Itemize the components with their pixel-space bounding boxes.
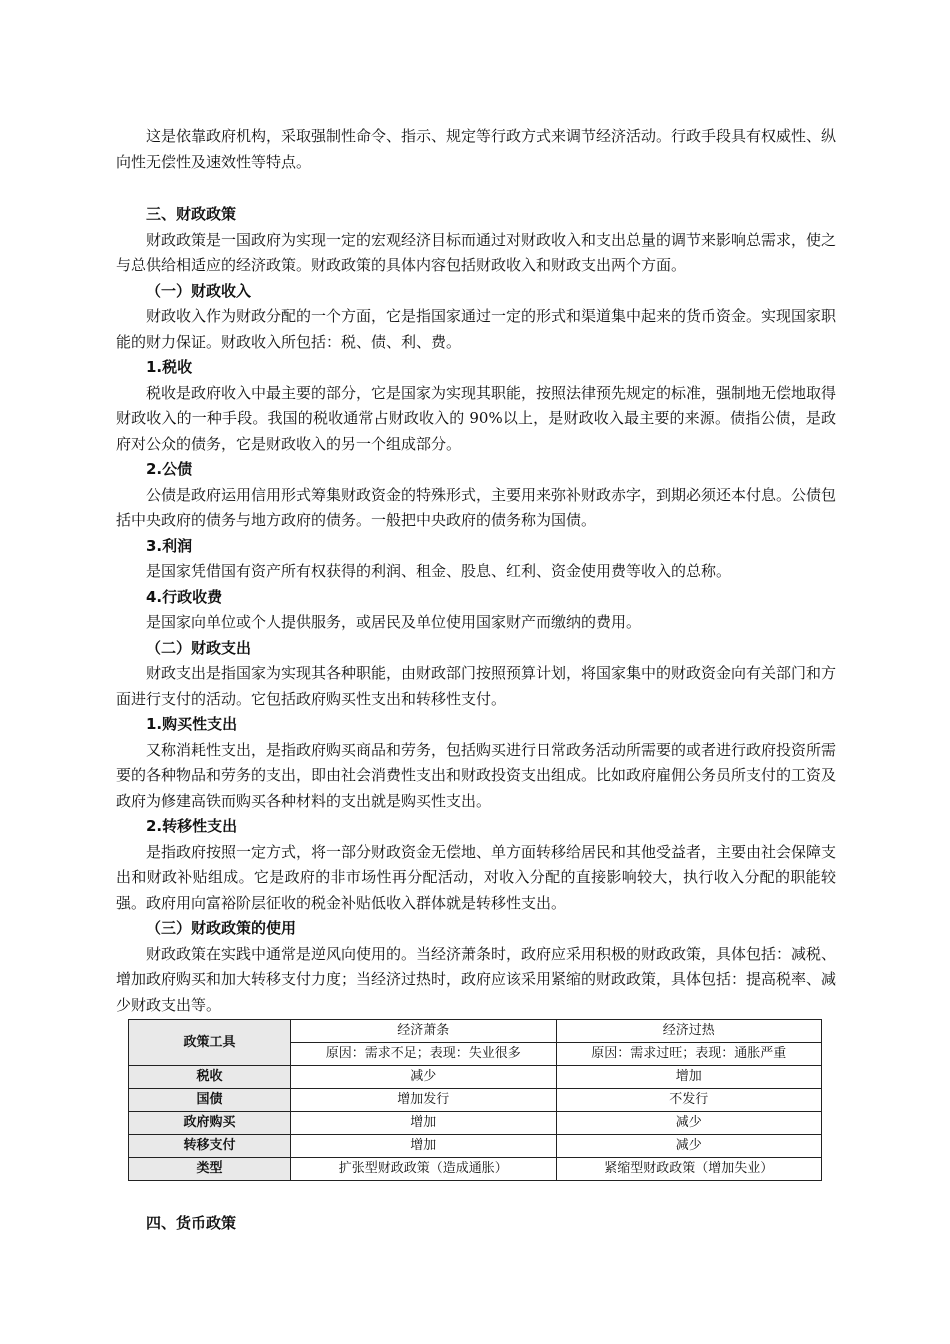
item-heading: 1.税收 [146, 358, 193, 376]
table-header-recession: 经济萧条 [291, 1020, 556, 1043]
fiscal-policy-table [128, 1019, 822, 1181]
cell-recession: 增加发行 [291, 1089, 556, 1112]
table-row [129, 1112, 822, 1135]
cell-recession: 增加 [291, 1112, 556, 1135]
paragraph: 财政政策是一国政府为实现一定的宏观经济目标而通过对财政收入和支出总量的调节来影响总需求，使之与总供给相适应的经济政策。财政政策的具体内容包括财政收入和财政支出两个方面。 [116, 230, 837, 274]
paragraph: 财政政策在实践中通常是逆风向使用的。当经济萧条时，政府应采用积极的财政政策，具体包括：减税、增加政府购买和加大转移支付力度；当经济过热时，政府应该采用紧缩的财政政策，具体包括：提高税率、减少财政支出等。 [116, 944, 837, 1014]
cell-overheating: 增加 [556, 1066, 821, 1089]
table-note-recession: 原因：需求不足；表现：失业很多 [291, 1043, 556, 1066]
row-label: 国债 [129, 1089, 291, 1112]
item-heading: 3.利润 [146, 536, 193, 555]
subsection-heading: （三）财政政策的使用 [146, 919, 297, 937]
cell-overheating: 不发行 [556, 1089, 821, 1112]
cell-overheating: 减少 [556, 1135, 821, 1158]
row-label: 转移支付 [129, 1135, 291, 1158]
cell-recession: 增加 [291, 1135, 556, 1158]
table-row [129, 1066, 822, 1089]
paragraph: 财政支出是指国家为实现其各种职能，由财政部门按照预算计划，将国家集中的财政资金向有关部门和方面进行支付的活动。它包括政府购买性支出和转移性支付。 [116, 664, 837, 708]
row-label: 类型 [129, 1158, 291, 1181]
paragraph: 是国家向单位或个人提供服务，或居民及单位使用国家财产而缴纳的费用。 [146, 613, 642, 631]
table-note-overheating: 原因：需求过旺；表现：通胀严重 [556, 1043, 821, 1066]
paragraph: 又称消耗性支出，是指政府购买商品和劳务，包括购买进行日常政务活动所需要的或者进行政府投资所需要的各种物品和劳务的支出，即由社会消费性支出和财政投资支出组成。比如政府雇佣公务员所支付的工资及政府为修建高铁而购买各种材料的支出就是购买性支出。 [116, 740, 837, 810]
paragraph: 是国家凭借国有资产所有权获得的利润、租金、股息、红利、资金使用费等收入的总称。 [146, 562, 732, 580]
paragraph: 是指政府按照一定方式，将一部分财政资金无偿地、单方面转移给居民和其他受益者，主要由社会保障支出和财政补贴组成。它是政府的非市场性再分配活动，对收入分配的直接影响较大，执行收入分配的职能较强。政府用向富裕阶层征收的税金补贴低收入群体就是转移性支出。 [116, 842, 837, 912]
document-body [116, 124, 836, 1237]
cell-recession: 减少 [291, 1066, 556, 1089]
item-heading: 2.公债 [146, 460, 193, 478]
paragraph: 公债是政府运用信用形式筹集财政资金的特殊形式，主要用来弥补财政赤字，到期必须还本付息。公债包括中央政府的债务与地方政府的债务。一般把中央政府的债务称为国债。 [116, 485, 837, 529]
table-row [129, 1089, 822, 1112]
paragraph: 这是依靠政府机构，采取强制性命令、指示、规定等行政方式来调节经济活动。行政手段具有权威性、纵向性无偿性及速效性等特点。 [116, 127, 837, 171]
table-header-policy-tool: 政策工具 [129, 1020, 291, 1066]
table-row [129, 1135, 822, 1158]
row-label: 税收 [129, 1066, 291, 1089]
item-heading: 2.转移性支出 [146, 817, 238, 835]
table-row [129, 1158, 822, 1181]
item-heading: 1.购买性支出 [146, 715, 238, 733]
section-heading: 三、财政政策 [146, 205, 237, 223]
cell-recession: 扩张型财政政策（造成通胀） [291, 1158, 556, 1181]
table-header-overheating: 经济过热 [556, 1020, 821, 1043]
section-heading: 四、货币政策 [146, 1214, 237, 1232]
paragraph: 税收是政府收入中最主要的部分，它是国家为实现其职能，按照法律预先规定的标准，强制地无偿地取得财政收入的一种手段。我国的税收通常占财政收入的 90%以上，是财政收入最主要的来源。债指公债，是政府对公众的债务，它是财政收入的另一个组成部分。 [116, 383, 837, 453]
subsection-heading: （一）财政收入 [146, 281, 252, 300]
paragraph: 财政收入作为财政分配的一个方面，它是指国家通过一定的形式和渠道集中起来的货币资金。实现国家职能的财力保证。财政收入所包括：税、债、利、费。 [116, 307, 837, 351]
subsection-heading: （二）财政支出 [146, 638, 252, 657]
row-label: 政府购买 [129, 1112, 291, 1135]
item-heading: 4.行政收费 [146, 587, 223, 606]
cell-overheating: 紧缩型财政政策（增加失业） [556, 1158, 821, 1181]
cell-overheating: 减少 [556, 1112, 821, 1135]
